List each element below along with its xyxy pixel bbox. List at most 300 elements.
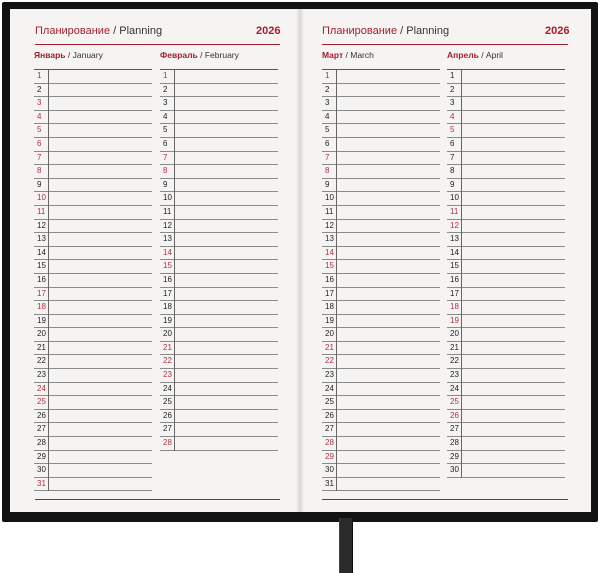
day-row[interactable]: [322, 301, 440, 315]
day-row[interactable]: [160, 288, 278, 302]
month-en: January: [72, 50, 103, 60]
day-divider: [174, 315, 175, 329]
day-row[interactable]: [34, 124, 152, 138]
day-divider: [336, 274, 337, 288]
day-row[interactable]: [447, 315, 565, 329]
day-number: 23: [325, 370, 334, 380]
day-divider: [336, 423, 337, 437]
day-number: 4: [37, 111, 42, 121]
day-row[interactable]: [34, 274, 152, 288]
day-row[interactable]: [34, 410, 152, 424]
day-row[interactable]: [447, 138, 565, 152]
day-number: 24: [37, 383, 46, 393]
day-divider: [461, 124, 462, 138]
day-row[interactable]: [34, 478, 152, 492]
day-number: 30: [37, 465, 46, 475]
day-number: 8: [325, 166, 330, 176]
day-row[interactable]: [322, 247, 440, 261]
day-divider: [336, 355, 337, 369]
day-divider: [48, 464, 49, 478]
day-divider: [48, 220, 49, 234]
day-divider: [336, 179, 337, 193]
day-number: 7: [450, 152, 455, 162]
day-row[interactable]: [322, 70, 440, 84]
day-row[interactable]: [322, 206, 440, 220]
day-number: 14: [163, 247, 172, 257]
day-number: 7: [325, 152, 330, 162]
day-row[interactable]: [34, 84, 152, 98]
day-divider: [461, 152, 462, 166]
day-divider: [174, 410, 175, 424]
day-number: 4: [325, 111, 330, 121]
day-number: 6: [37, 138, 42, 148]
day-divider: [461, 355, 462, 369]
day-divider: [336, 192, 337, 206]
day-row[interactable]: [322, 369, 440, 383]
day-divider: [461, 451, 462, 465]
day-number: 15: [37, 261, 46, 271]
day-row[interactable]: [160, 396, 278, 410]
day-row[interactable]: [34, 451, 152, 465]
day-number: 10: [163, 193, 172, 203]
day-number: 11: [163, 206, 172, 216]
day-number: 11: [37, 206, 46, 216]
day-number: 17: [163, 288, 172, 298]
day-number: 18: [325, 302, 334, 312]
day-row[interactable]: [34, 70, 152, 84]
day-number: 3: [37, 98, 42, 108]
day-row[interactable]: [322, 233, 440, 247]
day-divider: [336, 342, 337, 356]
day-row[interactable]: [322, 288, 440, 302]
day-row[interactable]: [160, 260, 278, 274]
day-divider: [461, 396, 462, 410]
day-divider: [48, 301, 49, 315]
day-number: 8: [37, 166, 42, 176]
day-number: 12: [163, 220, 172, 230]
day-divider: [48, 260, 49, 274]
day-divider: [174, 383, 175, 397]
day-row[interactable]: [322, 437, 440, 451]
day-number: 9: [450, 179, 455, 189]
day-number: 2: [450, 84, 455, 94]
day-divider: [48, 355, 49, 369]
day-number: 3: [450, 98, 455, 108]
day-row[interactable]: [322, 138, 440, 152]
day-row[interactable]: [34, 206, 152, 220]
day-row[interactable]: [34, 220, 152, 234]
day-row[interactable]: [160, 111, 278, 125]
month-label: Март / March: [322, 50, 374, 60]
day-row[interactable]: [160, 437, 278, 451]
day-row[interactable]: [322, 165, 440, 179]
day-row[interactable]: [322, 396, 440, 410]
day-number: 23: [163, 370, 172, 380]
day-divider: [48, 97, 49, 111]
day-row[interactable]: [447, 233, 565, 247]
left-page: [10, 9, 300, 512]
day-row[interactable]: [447, 451, 565, 465]
day-number: 28: [450, 438, 459, 448]
day-number: 5: [325, 125, 330, 135]
day-divider: [336, 288, 337, 302]
day-number: 14: [450, 247, 459, 257]
day-number: 30: [450, 465, 459, 475]
day-row[interactable]: [160, 206, 278, 220]
day-row[interactable]: [322, 274, 440, 288]
day-number: 10: [325, 193, 334, 203]
day-row[interactable]: [160, 138, 278, 152]
day-divider: [174, 260, 175, 274]
day-row[interactable]: [447, 260, 565, 274]
day-divider: [48, 192, 49, 206]
day-number: 20: [163, 329, 172, 339]
day-number: 5: [163, 125, 168, 135]
day-divider: [461, 288, 462, 302]
day-divider: [461, 301, 462, 315]
day-row[interactable]: [322, 328, 440, 342]
day-row[interactable]: [447, 220, 565, 234]
day-row[interactable]: [447, 206, 565, 220]
day-row[interactable]: [447, 288, 565, 302]
day-number: 18: [37, 302, 46, 312]
day-row[interactable]: [160, 369, 278, 383]
page-header: Планирование / Planning: [35, 25, 163, 37]
day-row[interactable]: [34, 423, 152, 437]
day-row[interactable]: [447, 97, 565, 111]
day-row[interactable]: [160, 274, 278, 288]
day-number: 24: [163, 383, 172, 393]
day-row[interactable]: [447, 383, 565, 397]
header-rule: [35, 44, 280, 45]
day-row[interactable]: [322, 97, 440, 111]
day-divider: [461, 464, 462, 478]
month-en: April: [485, 50, 503, 60]
day-row[interactable]: [34, 328, 152, 342]
day-row[interactable]: [34, 315, 152, 329]
header-en: Planning: [119, 25, 163, 37]
day-divider: [336, 464, 337, 478]
day-row[interactable]: [447, 301, 565, 315]
day-row[interactable]: [160, 328, 278, 342]
day-number: 6: [163, 138, 168, 148]
day-number: 12: [325, 220, 334, 230]
day-divider: [174, 84, 175, 98]
day-row[interactable]: [447, 84, 565, 98]
day-divider: [48, 152, 49, 166]
day-divider: [461, 410, 462, 424]
day-divider: [48, 478, 49, 492]
day-divider: [336, 124, 337, 138]
day-divider: [48, 165, 49, 179]
day-divider: [461, 84, 462, 98]
day-row[interactable]: [34, 165, 152, 179]
day-divider: [461, 97, 462, 111]
day-row[interactable]: [34, 138, 152, 152]
day-row[interactable]: [34, 233, 152, 247]
day-number: 19: [325, 315, 334, 325]
day-row[interactable]: [447, 179, 565, 193]
day-divider: [461, 383, 462, 397]
day-row[interactable]: [322, 152, 440, 166]
day-number: 19: [37, 315, 46, 325]
day-list: [447, 70, 565, 478]
day-divider: [336, 138, 337, 152]
day-number: 25: [37, 397, 46, 407]
day-row[interactable]: [34, 260, 152, 274]
day-divider: [336, 369, 337, 383]
day-row[interactable]: [34, 383, 152, 397]
day-number: 22: [163, 356, 172, 366]
day-number: 8: [450, 166, 455, 176]
day-row[interactable]: [34, 192, 152, 206]
month-column: [322, 49, 440, 491]
day-divider: [336, 165, 337, 179]
day-row[interactable]: [322, 464, 440, 478]
day-row[interactable]: [34, 288, 152, 302]
day-row[interactable]: [160, 152, 278, 166]
day-number: 20: [450, 329, 459, 339]
day-number: 27: [325, 424, 334, 434]
day-row[interactable]: [34, 437, 152, 451]
day-number: 23: [450, 370, 459, 380]
day-divider: [174, 355, 175, 369]
day-number: 27: [450, 424, 459, 434]
day-divider: [174, 220, 175, 234]
day-divider: [174, 396, 175, 410]
day-row[interactable]: [447, 369, 565, 383]
day-row[interactable]: [34, 464, 152, 478]
day-divider: [336, 478, 337, 492]
day-row[interactable]: [447, 355, 565, 369]
day-row[interactable]: [322, 315, 440, 329]
month-en: February: [204, 50, 239, 60]
month-ru: Апрель: [447, 50, 479, 60]
day-number: 10: [450, 193, 459, 203]
day-row[interactable]: [160, 233, 278, 247]
day-divider: [336, 233, 337, 247]
day-row[interactable]: [160, 192, 278, 206]
day-number: 26: [37, 410, 46, 420]
day-number: 7: [163, 152, 168, 162]
day-row[interactable]: [160, 179, 278, 193]
day-divider: [174, 369, 175, 383]
year-label: 2026: [545, 25, 570, 37]
day-number: 11: [325, 206, 334, 216]
day-divider: [461, 342, 462, 356]
day-number: 23: [37, 370, 46, 380]
day-row[interactable]: [447, 274, 565, 288]
day-list: [322, 70, 440, 491]
month-column: [447, 49, 565, 478]
day-row[interactable]: [447, 342, 565, 356]
day-divider: [336, 451, 337, 465]
day-number: 12: [450, 220, 459, 230]
day-number: 5: [37, 125, 42, 135]
day-divider: [336, 383, 337, 397]
day-row[interactable]: [34, 247, 152, 261]
day-row[interactable]: [447, 124, 565, 138]
day-divider: [461, 437, 462, 451]
day-divider: [336, 220, 337, 234]
header-ru: Планирование: [35, 25, 111, 37]
day-number: 4: [450, 111, 455, 121]
day-number: 22: [37, 356, 46, 366]
day-divider: [48, 396, 49, 410]
day-row[interactable]: [160, 97, 278, 111]
day-divider: [461, 260, 462, 274]
day-row[interactable]: [160, 410, 278, 424]
day-divider: [336, 437, 337, 451]
day-row[interactable]: [322, 342, 440, 356]
day-row[interactable]: [160, 247, 278, 261]
day-divider: [174, 233, 175, 247]
day-row[interactable]: [34, 111, 152, 125]
day-number: 11: [450, 206, 459, 216]
day-divider: [461, 111, 462, 125]
day-number: 16: [450, 274, 459, 284]
day-divider: [461, 328, 462, 342]
day-number: 25: [450, 397, 459, 407]
day-number: 29: [325, 451, 334, 461]
day-number: 17: [37, 288, 46, 298]
right-page: [300, 9, 591, 512]
day-number: 20: [325, 329, 334, 339]
day-row[interactable]: [160, 342, 278, 356]
day-row[interactable]: [322, 423, 440, 437]
day-row[interactable]: [322, 355, 440, 369]
month-label: Апрель / April: [447, 50, 503, 60]
day-row[interactable]: [447, 437, 565, 451]
day-number: 15: [325, 261, 334, 271]
day-row[interactable]: [34, 355, 152, 369]
day-number: 8: [163, 166, 168, 176]
day-divider: [461, 423, 462, 437]
day-number: 18: [163, 302, 172, 312]
day-row[interactable]: [447, 165, 565, 179]
day-number: 24: [325, 383, 334, 393]
day-number: 1: [325, 71, 330, 80]
day-number: 29: [37, 451, 46, 461]
day-row[interactable]: [160, 383, 278, 397]
day-row[interactable]: [322, 192, 440, 206]
day-number: 26: [325, 410, 334, 420]
day-row[interactable]: [34, 97, 152, 111]
day-row[interactable]: [447, 247, 565, 261]
day-number: 16: [325, 274, 334, 284]
day-row[interactable]: [447, 423, 565, 437]
day-row[interactable]: [447, 464, 565, 478]
day-divider: [48, 383, 49, 397]
day-divider: [174, 206, 175, 220]
day-number: 3: [325, 98, 330, 108]
day-row[interactable]: [160, 355, 278, 369]
day-row[interactable]: [160, 220, 278, 234]
day-row[interactable]: [447, 152, 565, 166]
header-rule: [322, 44, 568, 45]
day-number: 27: [163, 424, 172, 434]
day-row[interactable]: [447, 396, 565, 410]
day-row[interactable]: [322, 111, 440, 125]
day-divider: [174, 274, 175, 288]
day-divider: [48, 423, 49, 437]
day-row[interactable]: [34, 396, 152, 410]
day-number: 19: [163, 315, 172, 325]
day-row[interactable]: [447, 410, 565, 424]
day-number: 21: [450, 342, 459, 352]
day-row[interactable]: [447, 192, 565, 206]
day-row[interactable]: [322, 451, 440, 465]
day-divider: [174, 165, 175, 179]
day-divider: [461, 220, 462, 234]
day-divider: [336, 70, 337, 84]
day-row[interactable]: [322, 179, 440, 193]
day-row[interactable]: [34, 342, 152, 356]
day-number: 2: [37, 84, 42, 94]
day-divider: [336, 328, 337, 342]
day-number: 21: [163, 342, 172, 352]
bookmark-ribbon[interactable]: [339, 518, 353, 573]
month-ru: Февраль: [160, 50, 198, 60]
day-row[interactable]: [160, 315, 278, 329]
day-row[interactable]: [447, 111, 565, 125]
day-number: 17: [450, 288, 459, 298]
month-label: Февраль / February: [160, 50, 239, 60]
day-divider: [336, 396, 337, 410]
day-row[interactable]: [160, 301, 278, 315]
day-row[interactable]: [447, 328, 565, 342]
day-row[interactable]: [322, 84, 440, 98]
day-divider: [461, 247, 462, 261]
day-divider: [336, 315, 337, 329]
month-ru: Январь: [34, 50, 66, 60]
day-row[interactable]: [322, 220, 440, 234]
day-row[interactable]: [34, 179, 152, 193]
day-number: 1: [163, 71, 168, 80]
day-divider: [174, 192, 175, 206]
day-number: 6: [325, 138, 330, 148]
day-divider: [48, 410, 49, 424]
day-number: 1: [450, 71, 455, 80]
day-row[interactable]: [322, 410, 440, 424]
day-row[interactable]: [160, 84, 278, 98]
day-row[interactable]: [447, 70, 565, 84]
day-divider: [174, 342, 175, 356]
day-divider: [48, 179, 49, 193]
day-row[interactable]: [322, 478, 440, 492]
month-en: March: [350, 50, 374, 60]
day-divider: [461, 274, 462, 288]
day-row[interactable]: [34, 301, 152, 315]
day-number: 21: [37, 342, 46, 352]
day-number: 13: [163, 234, 172, 244]
month-column: [160, 49, 278, 451]
day-row[interactable]: [34, 369, 152, 383]
day-number: 12: [37, 220, 46, 230]
day-row[interactable]: [322, 260, 440, 274]
day-row[interactable]: [322, 383, 440, 397]
day-row[interactable]: [34, 152, 152, 166]
day-divider: [48, 342, 49, 356]
day-row[interactable]: [160, 124, 278, 138]
day-number: 2: [325, 84, 330, 94]
day-divider: [174, 97, 175, 111]
day-row[interactable]: [160, 70, 278, 84]
day-row[interactable]: [322, 124, 440, 138]
day-row[interactable]: [160, 165, 278, 179]
day-divider: [461, 138, 462, 152]
day-row[interactable]: [160, 423, 278, 437]
